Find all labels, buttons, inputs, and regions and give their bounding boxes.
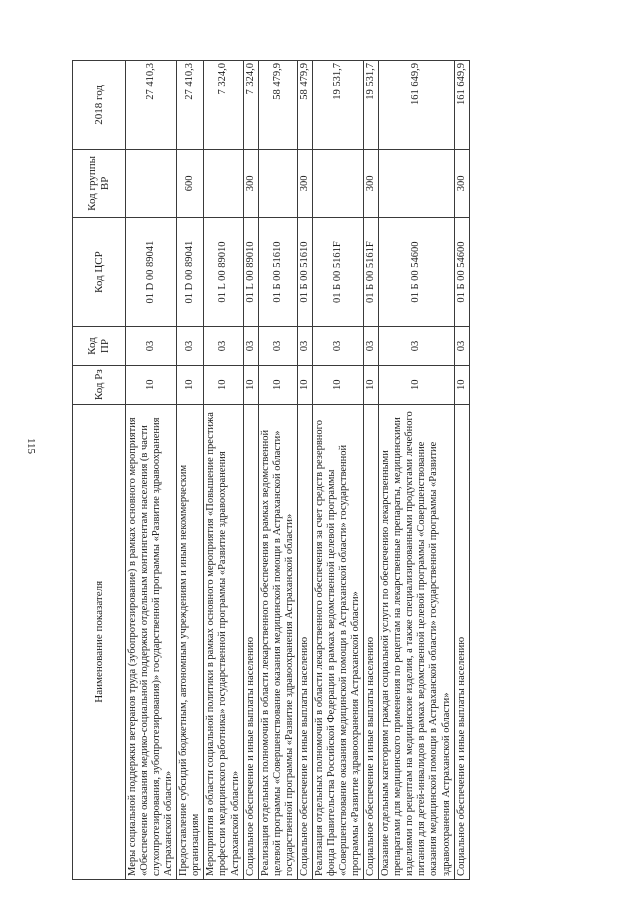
row-value: 161 649,9 xyxy=(454,61,469,150)
row-value: 58 479,9 xyxy=(297,61,312,150)
row-pr: 03 xyxy=(297,327,312,366)
row-csr: 01 Б 00 54600 xyxy=(379,218,454,327)
table-row xyxy=(204,61,243,880)
header-vr: Код группы ВР xyxy=(73,149,126,217)
row-vr: 300 xyxy=(297,149,312,217)
row-name: Социальное обеспечение и иные выплаты населению xyxy=(364,404,379,879)
header-year: 2018 год xyxy=(73,61,126,150)
row-value: 161 649,9 xyxy=(379,61,454,150)
row-csr: 01 Б 00 54600 xyxy=(454,218,469,327)
row-value: 7 324,0 xyxy=(204,61,243,150)
row-pr: 03 xyxy=(204,327,243,366)
table-row xyxy=(177,61,204,880)
row-name: Мероприятия в области социальной политики в рамках основного мероприятия «Повышение престижа профессии медицинского работника» государственной программы «Развитие здравоохранения Астраханской области» xyxy=(204,404,243,879)
row-value: 27 410,3 xyxy=(126,61,177,150)
row-csr: 01 Б 00 51610 xyxy=(258,218,297,327)
row-rz: 10 xyxy=(297,365,312,404)
row-name: Социальное обеспечение и иные выплаты населению xyxy=(243,404,258,879)
page-number: 115 xyxy=(25,437,37,455)
row-name: Меры социальной поддержки ветеранов труда (зубопротезирование) в рамках основного мероприятия «Обеспечение оказания медико-социальной поддержки отдельным контингентам населения (в части слухопротезирования, зубопротезирования)» государственной программы «Развитие здравоохранения Астраханской области» xyxy=(126,404,177,879)
table-row xyxy=(364,61,379,880)
row-rz: 10 xyxy=(243,365,258,404)
header-csr: Код ЦСР xyxy=(73,218,126,327)
row-vr xyxy=(258,149,297,217)
row-pr: 03 xyxy=(243,327,258,366)
row-pr: 03 xyxy=(454,327,469,366)
row-rz: 10 xyxy=(364,365,379,404)
row-pr: 03 xyxy=(364,327,379,366)
row-rz: 10 xyxy=(177,365,204,404)
row-pr: 03 xyxy=(379,327,454,366)
header-row xyxy=(73,61,126,880)
row-name: Оказание отдельным категориям граждан социальной услуги по обеспечению лекарственными препаратами для медицинского применения по рецептам на лекарственные препараты, медицинскими изделиями по рецептам на медицинские изделия, а также специализированными продуктами лечебного питания для детей-инвалидов в рамках ведомственной целевой программы «Совершенствование оказания медицинской помощи в Астраханской области» государственной программы «Развитие здравоохранения Астраханской области» xyxy=(379,404,454,879)
table-row xyxy=(379,61,454,880)
row-name: Реализация отдельных полномочий в области лекарственного обеспечения в рамках ведомственной целевой программы «Совершенствование оказания медицинской помощи в Астраханской области» государственной программы «Развитие здравоохранения Астраханской области» xyxy=(258,404,297,879)
row-vr: 600 xyxy=(177,149,204,217)
budget-table xyxy=(72,60,470,880)
table-row xyxy=(312,61,363,880)
header-rz: Код Рз xyxy=(73,365,126,404)
row-csr: 01 Б 00 5161F xyxy=(312,218,363,327)
row-rz: 10 xyxy=(379,365,454,404)
table-row xyxy=(454,61,469,880)
row-value: 58 479,9 xyxy=(258,61,297,150)
row-name: Реализация отдельных полномочий в области лекарственного обеспечения за счет средств резервного фонда Правительства Российской Федерации в рамках ведомственной целевой программы «Совершенствование оказания медицинской помощи в Астраханской области» государственной программы «Развитие здравоохранения Астраханской области» xyxy=(312,404,363,879)
row-rz: 10 xyxy=(204,365,243,404)
header-name: Наименование показателя xyxy=(73,404,126,879)
row-rz: 10 xyxy=(454,365,469,404)
row-name: Предоставление субсидий бюджетным, автономным учреждениям и иным некоммерческим организациям xyxy=(177,404,204,879)
row-pr: 03 xyxy=(126,327,177,366)
row-vr xyxy=(379,149,454,217)
row-rz: 10 xyxy=(126,365,177,404)
budget-table-rotated xyxy=(72,60,582,880)
row-rz: 10 xyxy=(312,365,363,404)
row-vr: 300 xyxy=(243,149,258,217)
row-pr: 03 xyxy=(312,327,363,366)
table-row xyxy=(126,61,177,880)
row-value: 19 531,7 xyxy=(364,61,379,150)
row-csr: 01 D 00 89041 xyxy=(126,218,177,327)
row-csr: 01 L 00 89010 xyxy=(243,218,258,327)
row-vr: 300 xyxy=(364,149,379,217)
row-value: 27 410,3 xyxy=(177,61,204,150)
row-vr: 300 xyxy=(454,149,469,217)
row-vr xyxy=(126,149,177,217)
row-rz: 10 xyxy=(258,365,297,404)
row-csr: 01 L 00 89010 xyxy=(204,218,243,327)
row-pr: 03 xyxy=(258,327,297,366)
row-value: 7 324,0 xyxy=(243,61,258,150)
row-csr: 01 Б 00 51610 xyxy=(297,218,312,327)
table-row xyxy=(243,61,258,880)
header-pr: Код ПР xyxy=(73,327,126,366)
row-name: Социальное обеспечение и иные выплаты населению xyxy=(454,404,469,879)
row-vr xyxy=(312,149,363,217)
row-value: 19 531,7 xyxy=(312,61,363,150)
table-row xyxy=(258,61,297,880)
table-row xyxy=(297,61,312,880)
row-csr: 01 Б 00 5161F xyxy=(364,218,379,327)
row-pr: 03 xyxy=(177,327,204,366)
row-csr: 01 D 00 89041 xyxy=(177,218,204,327)
row-name: Социальное обеспечение и иные выплаты населению xyxy=(297,404,312,879)
row-vr xyxy=(204,149,243,217)
